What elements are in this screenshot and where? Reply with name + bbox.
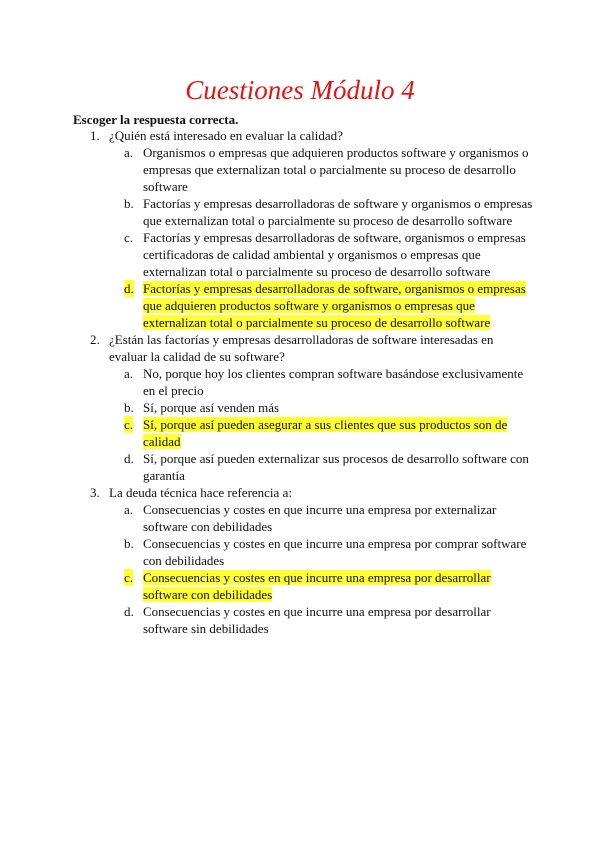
option-1b (124, 195, 533, 229)
option-list (124, 365, 533, 484)
option-text-highlighted: Consecuencias y costes en que incurre una empresa por desarrollar software con debilidades (143, 570, 491, 602)
question-text: ¿Quién está interesado en evaluar la calidad? (109, 128, 343, 143)
option-letter: c. (124, 230, 134, 245)
option-3a (124, 501, 533, 535)
question-number: 1. (90, 128, 100, 143)
option-3d (124, 603, 533, 637)
page-title: Cuestiones Módulo 4 (185, 75, 415, 105)
option-text: Organismos o empresas que adquieren productos software y organismos o empresas que externalizan total o parcialmente su proceso de desarrollo software (143, 145, 529, 194)
option-2a (124, 365, 533, 399)
option-letter: a. (124, 366, 134, 381)
option-letter: c. (124, 417, 134, 432)
option-letter: a. (124, 502, 134, 517)
option-text: No, porque hoy los clientes compran software basándose exclusivamente en el precio (143, 366, 524, 398)
option-text: Consecuencias y costes en que incurre una empresa por comprar software con debilidades (143, 536, 527, 568)
option-3c-correct (124, 569, 533, 603)
option-1d-correct (124, 280, 533, 331)
option-text: Consecuencias y costes en que incurre una empresa por externalizar software con debilidades (143, 502, 497, 534)
option-letter: d. (124, 451, 134, 466)
question-number: 2. (90, 332, 100, 347)
option-1a (124, 144, 533, 195)
option-text-highlighted: Sí, porque así pueden asegurar a sus clientes que sus productos son de calidad (143, 417, 508, 449)
option-letter: c. (124, 570, 134, 585)
option-text: Sí, porque así venden más (143, 400, 280, 415)
option-list (124, 501, 533, 637)
question-2 (0, 331, 529, 484)
question-1 (0, 127, 533, 331)
option-letter: b. (124, 196, 134, 211)
instruction-text: Escoger la respuesta correcta. (73, 112, 239, 127)
option-letter: d. (124, 604, 134, 619)
option-text: Factorías y empresas desarrolladoras de software y organismos o empresas que externalizan total o parcialmente su proceso de desarrollo software (143, 196, 533, 228)
option-2d (124, 450, 533, 484)
option-2b (124, 399, 533, 416)
question-number: 3. (90, 485, 100, 500)
option-text: Factorías y empresas desarrolladoras de software, organismos o empresas certificadoras de calidad ambiental y organismos o empresas que externalizan total o parcialmente su proceso de desarrollo software (143, 230, 526, 279)
option-list (124, 144, 533, 331)
option-letter: b. (124, 400, 134, 415)
question-text: ¿Están las factorías y empresas desarrolladoras de software interesadas en evaluar la calidad de su software? (109, 332, 494, 364)
option-letter: b. (124, 536, 134, 551)
option-letter: a. (124, 145, 134, 160)
option-2c-correct (124, 416, 533, 450)
option-3b (124, 535, 533, 569)
option-text: Sí, porque así pueden externalizar sus procesos de desarrollo software con garantía (143, 451, 529, 483)
option-text: Consecuencias y costes en que incurre una empresa por desarrollar software sin debilidades (143, 604, 491, 636)
option-text-highlighted: Factorías y empresas desarrolladoras de software, organismos o empresas que adquieren productos software y organismos o empresas que externalizan total o parcialmente su proceso de desarrollo software (143, 281, 526, 330)
question-3 (0, 484, 529, 637)
question-text: La deuda técnica hace referencia a: (109, 485, 292, 500)
option-letter: d. (124, 281, 134, 296)
option-1c (124, 229, 533, 280)
question-list (0, 127, 600, 637)
